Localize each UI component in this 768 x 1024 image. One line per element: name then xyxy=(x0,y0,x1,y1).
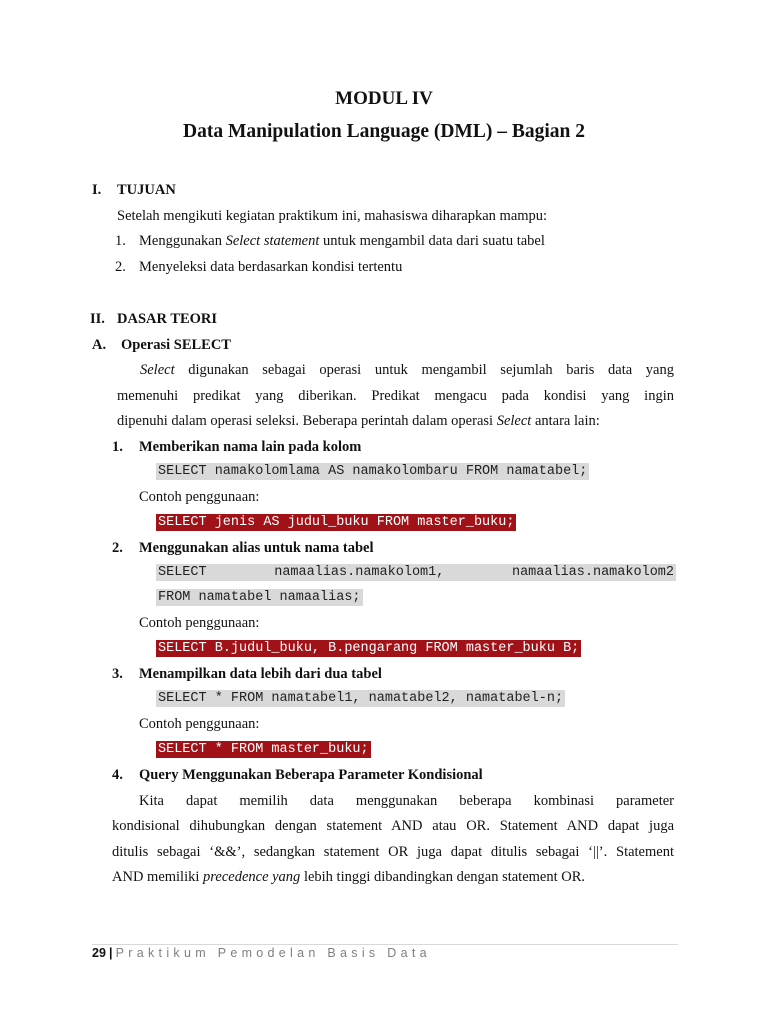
item-heading: Query Menggunakan Beberapa Parameter Kondisional xyxy=(139,767,483,783)
module-number: MODUL IV xyxy=(335,88,433,109)
syntax-code: SELECT namaalias.namakolom1, namaalias.namakolom2 xyxy=(158,565,674,580)
item-number: 2. xyxy=(112,540,123,556)
section-number: I. xyxy=(92,182,102,198)
item-number: 1. xyxy=(112,439,123,455)
item-number: 3. xyxy=(112,666,123,682)
subsection-number: A. xyxy=(92,337,107,353)
example-code: SELECT B.judul_buku, B.pengarang FROM master_buku B; xyxy=(158,641,580,656)
paragraph-line: Kita dapat memilih data menggunakan beberapa kombinasi parameter xyxy=(139,793,674,809)
paragraph-line: Select digunakan sebagai operasi untuk mengambil sejumlah baris data yang xyxy=(140,362,674,378)
paragraph-line: ditulis sebagai ‘&&’, sedangkan statement OR juga dapat ditulis sebagai ‘||’. Statement xyxy=(112,844,674,860)
footer-separator: | xyxy=(109,946,113,960)
list-item-number: 2. xyxy=(115,259,126,275)
subsection-heading: Operasi SELECT xyxy=(121,337,231,353)
footer-course-title: Praktikum Pemodelan Basis Data xyxy=(115,946,431,960)
item-number: 4. xyxy=(112,767,123,783)
section-intro: Setelah mengikuti kegiatan praktikum ini, mahasiswa diharapkan mampu: xyxy=(117,208,548,224)
item-heading: Memberikan nama lain pada kolom xyxy=(139,439,362,455)
paragraph-line: memenuhi predikat yang diberikan. Predikat mengacu pada kondisi yang ingin xyxy=(117,388,674,404)
syntax-code: FROM namatabel namaalias; xyxy=(158,590,361,605)
syntax-code: SELECT * FROM namatabel1, namatabel2, namatabel-n; xyxy=(158,691,564,706)
item-heading: Menggunakan alias untuk nama tabel xyxy=(139,540,374,556)
example-label: Contoh penggunaan: xyxy=(139,489,260,505)
page-number: 29 xyxy=(92,946,106,960)
paragraph-line: AND memiliki precedence yang lebih tinggi dibandingkan dengan statement OR. xyxy=(112,869,586,885)
list-item: Menggunakan Select statement untuk mengambil data dari suatu tabel xyxy=(139,233,545,249)
paragraph-line: dipenuhi dalam operasi seleksi. Beberapa perintah dalam operasi Select antara lain: xyxy=(117,413,600,429)
section-number: II. xyxy=(90,311,105,327)
example-label: Contoh penggunaan: xyxy=(139,716,260,732)
list-item: Menyeleksi data berdasarkan kondisi tertentu xyxy=(139,259,403,275)
list-item-number: 1. xyxy=(115,233,126,249)
footer-divider xyxy=(92,944,678,945)
page-footer xyxy=(92,946,431,961)
section-heading: DASAR TEORI xyxy=(117,311,218,327)
page-title: Data Manipulation Language (DML) – Bagian 2 xyxy=(183,121,585,142)
example-code: SELECT jenis AS judul_buku FROM master_buku; xyxy=(158,515,515,530)
item-heading: Menampilkan data lebih dari dua tabel xyxy=(139,666,382,682)
example-label: Contoh penggunaan: xyxy=(139,615,260,631)
example-code: SELECT * FROM master_buku; xyxy=(158,742,369,757)
section-heading: TUJUAN xyxy=(117,182,176,198)
paragraph-line: kondisional dihubungkan dengan statement AND atau OR. Statement AND dapat juga xyxy=(112,818,674,834)
syntax-code: SELECT namakolomlama AS namakolombaru FROM namatabel; xyxy=(158,464,588,479)
